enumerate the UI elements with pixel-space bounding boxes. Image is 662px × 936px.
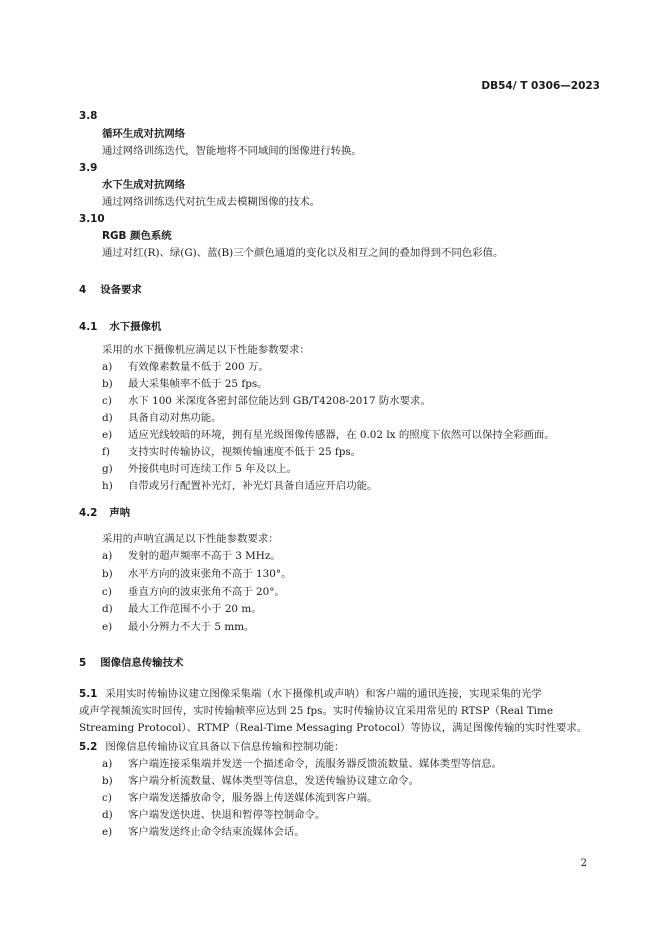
list-item: d) 客户端发送快进、快退和暂停等控制命令。 [102, 809, 326, 821]
term-title: 水下生成对抗网络 [102, 179, 186, 191]
section-title: 图像信息传输技术 [100, 657, 184, 669]
subsection-heading-4-2 [79, 506, 130, 520]
subsection-title: 声呐 [109, 507, 131, 519]
paragraph-5-1: 5.1 采用实时传输协议建立图像采集端（水下摄像机或声呐）和客户端的通讯连接，实现采集的光学 [79, 688, 542, 700]
clause-number: 5.1 [79, 688, 98, 700]
section-title: 设备要求 [100, 284, 142, 296]
clause-number: 5.2 [79, 741, 98, 753]
term-title: RGB 颜色系统 [102, 230, 172, 242]
term-definition: 通过网络训练迭代对抗生成去模糊图像的技术。 [102, 196, 321, 208]
section-number: 4 [79, 284, 87, 296]
list-item: d) 具备自动对焦功能。 [102, 412, 222, 424]
list-item: c) 垂直方向的波束张角不高于 20°。 [102, 586, 285, 598]
list-item: b) 客户端分析流数量、媒体类型等信息，发送传输协议建立命令。 [102, 775, 419, 787]
list-item: a) 发射的超声频率不高于 3 MHz。 [102, 550, 281, 562]
paragraph-intro: 采用的水下摄像机应满足以下性能参数要求： [102, 344, 310, 356]
subsection-heading-4-1 [79, 320, 161, 334]
paragraph-line: 或声学视频流实时回传，实时传输帧率应达到 25 fps。实时传输协议宜采用常见的 RTSP（Real Time [79, 705, 553, 717]
list-item: g) 外接供电时可连续工作 5 年及以上。 [102, 463, 298, 475]
term-number: 3.10 [79, 213, 105, 225]
subsection-number: 4.2 [79, 507, 98, 519]
list-item: c) 客户端发送播放命令，服务器上传送媒体流到客户端。 [102, 792, 378, 804]
term-number: 3.8 [79, 110, 98, 122]
section-heading-4 [79, 283, 142, 297]
list-item: h) 自带或另行配置补光灯，补光灯具备自适应开启功能。 [102, 480, 378, 492]
subsection-title: 水下摄像机 [109, 321, 162, 333]
section-heading-5 [79, 656, 183, 670]
page-number: 2 [580, 858, 587, 869]
list-item: b) 最大采集帧率不低于 25 fps。 [102, 378, 268, 390]
list-item: b) 水平方向的波束张角不高于 130°。 [102, 568, 292, 580]
section-number: 5 [79, 657, 87, 669]
list-item: f) 支持实时传输协议，视频传输速度不低于 25 fps。 [102, 446, 362, 458]
paragraph-intro: 采用的声呐宜满足以下性能参数要求： [102, 533, 279, 545]
term-definition: 通过网络训练迭代，智能地将不同域间的图像进行转换。 [102, 145, 362, 157]
term-title: 循环生成对抗网络 [102, 128, 186, 140]
paragraph-5-2: 5.2 图像信息传输协议宜具备以下信息传输和控制功能： [79, 741, 345, 753]
paragraph-line: Streaming Protocol）、RTMP（Real-Time Messaging Protocol）等协议，满足图像传输的实时性要求。 [79, 722, 588, 734]
term-number: 3.9 [79, 162, 98, 174]
term-definition: 通过对红(R)、绿(G)、蓝(B)三个颜色通道的变化以及相互之间的叠加得到不同色彩值。 [102, 247, 504, 259]
list-item: e) 客户端发送终止命令结束流媒体会话。 [102, 826, 305, 838]
list-item: a) 有效像素数量不低于 200 万。 [102, 361, 269, 373]
list-item: d) 最大工作范围不小于 20 m。 [102, 603, 262, 615]
subsection-number: 4.1 [79, 321, 98, 333]
list-item: c) 水下 100 米深度各密封部位能达到 GB/T4208-2017 防水要求。 [102, 395, 431, 407]
list-item: e) 适应光线较暗的环境，拥有星光级图像传感器，在 0.02 lx 的照度下依然可以保持全彩画面。 [102, 429, 555, 441]
list-item: e) 最小分辨力不大于 5 mm。 [102, 621, 255, 633]
document-code: DB54/ T 0306—2023 [481, 80, 600, 92]
list-item: a) 客户端连接采集端并发送一个描述命令，流服务器反馈流数量、媒体类型等信息。 [102, 758, 503, 770]
